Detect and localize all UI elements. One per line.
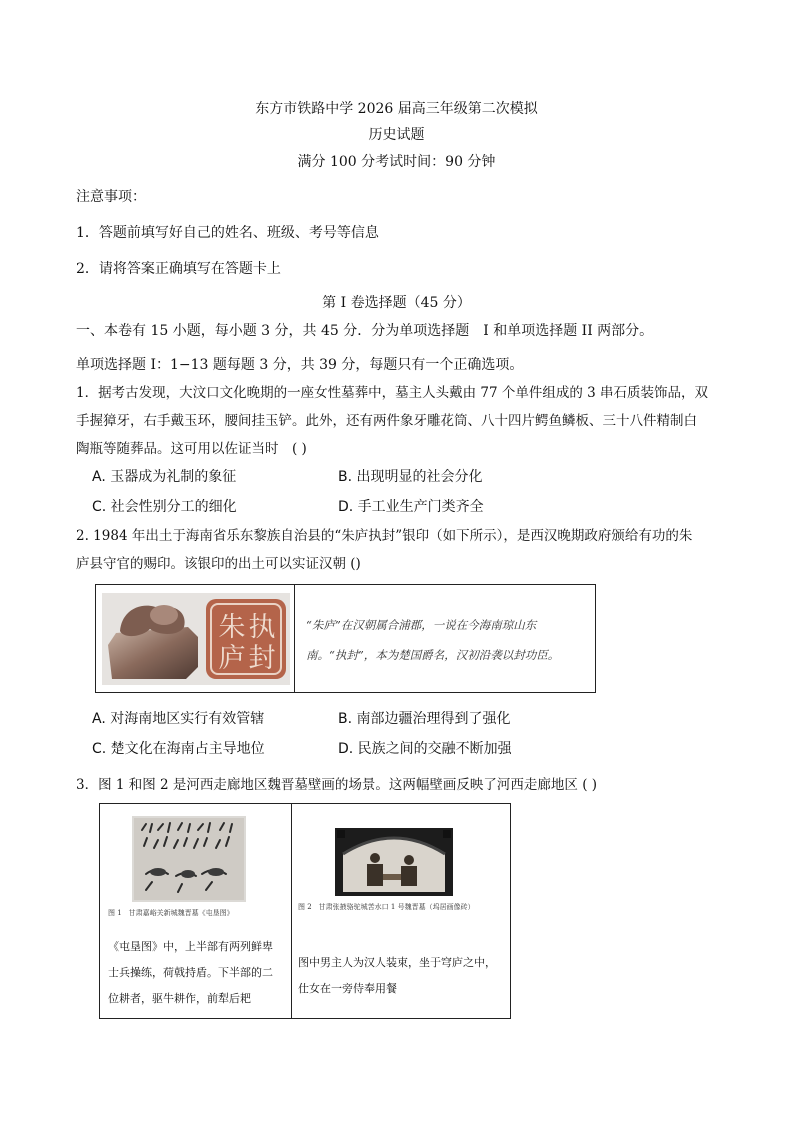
notes-heading: 注意事项： — [76, 189, 146, 205]
seal-note-line-2: 南。“执封”，本为楚国爵名，汉初沿袭以封功臣。 — [306, 648, 560, 662]
section-intro: 一、本卷有 15 小题，每小题 3 分，共 45 分．分为单项选择题 I 和单项选择题 II 两部分。 — [76, 323, 654, 339]
q1-option-d[interactable]: D. 手工业生产门类齐全 — [338, 499, 484, 515]
note-item-1: 1．答题前填写好自己的姓名、班级、考号等信息 — [76, 225, 379, 241]
exam-subject: 历史试题 — [368, 127, 425, 143]
section-title: 第 I 卷选择题（45 分） — [322, 295, 471, 311]
q3-line: 3．图 1 和图 2 是河西走廊地区魏晋墓壁画的场景。这两幅壁画反映了河西走廊地区 ( ) — [76, 777, 598, 793]
fig2-caption: 图 2 甘肃张掖骆驼城苦水口 1 号魏晋墓（坞居画像砖） — [298, 903, 475, 911]
q1-line-1: 1．据考古发现，大汶口文化晚期的一座女性墓葬中，墓主人头戴由 77 个单件组成的 3 串石质装饰品，双 — [76, 385, 709, 401]
q2-option-b[interactable]: B. 南部边疆治理得到了强化 — [338, 711, 511, 727]
q1-option-b[interactable]: B. 出现明显的社会分化 — [338, 469, 483, 485]
q2-option-c[interactable]: C. 楚文化在海南占主导地位 — [92, 741, 265, 757]
q2-option-a[interactable]: A. 对海南地区实行有效管辖 — [92, 711, 265, 727]
q1-option-a[interactable]: A. 玉器成为礼制的象征 — [92, 469, 237, 485]
seal-photo — [102, 593, 290, 685]
fig2-text-1: 图中男主人为汉人装束，坐于穹庐之中， — [298, 956, 496, 969]
fig1-text-3: 位耕者，驱牛耕作，前犁后耙 — [108, 992, 251, 1005]
fig2-brick-image — [335, 828, 453, 896]
note-item-2: 2．请将答案正确填写在答题卡上 — [76, 261, 281, 277]
fig1-mural-image — [132, 816, 246, 902]
fig1-text-2: 士兵操练，荷戟持盾。下半部的二 — [108, 966, 273, 979]
part1-instruction: 单项选择题 I：1−13 题每题 3 分，共 39 分，每题只有一个正确选项。 — [76, 357, 524, 373]
q1-line-2: 手握獐牙，右手戴玉环，腰间挂玉铲。此外，还有两件象牙雕花筒、八十四片鳄鱼鳞板、三十八件精制白 — [76, 413, 697, 429]
seal-char-2: 执 — [248, 612, 276, 643]
q2-option-d[interactable]: D. 民族之间的交融不断加强 — [338, 741, 512, 757]
exam-title: 东方市铁路中学 2026 届高三年级第二次模拟 — [255, 101, 538, 117]
q1-line-3: 陶瓶等随葬品。这可用以佐证当时 ( ) — [76, 441, 307, 457]
q1-option-c[interactable]: C. 社会性别分工的细化 — [92, 499, 237, 515]
q2-figure-table — [95, 584, 596, 693]
q2-line-1: 2. 1984 年出土于海南省乐东黎族自治县的“朱庐执封”银印（如下所示），是西汉晚期政府颁给有功的朱 — [76, 528, 693, 544]
q3-figure-table — [99, 803, 511, 1019]
q2-line-2: 庐县守官的赐印。该银印的出土可以实证汉朝 () — [76, 556, 361, 572]
fig1-caption: 图 1 甘肃嘉峪关新城魏晋墓《屯垦图》 — [108, 909, 234, 917]
exam-info: 满分 100 分考试时间：90 分钟 — [297, 154, 496, 170]
seal-char-3: 庐 — [218, 643, 246, 674]
fig1-text-1: 《屯垦图》中，上半部有两列鲜卑 — [108, 940, 273, 953]
fig2-text-2: 仕女在一旁侍奉用餐 — [298, 982, 397, 995]
seal-char-1: 朱 — [218, 612, 246, 643]
seal-char-4: 封 — [248, 643, 276, 674]
seal-note-line-1: “朱庐”在汉朝属合浦郡，一说在今海南琼山东 — [306, 618, 537, 632]
